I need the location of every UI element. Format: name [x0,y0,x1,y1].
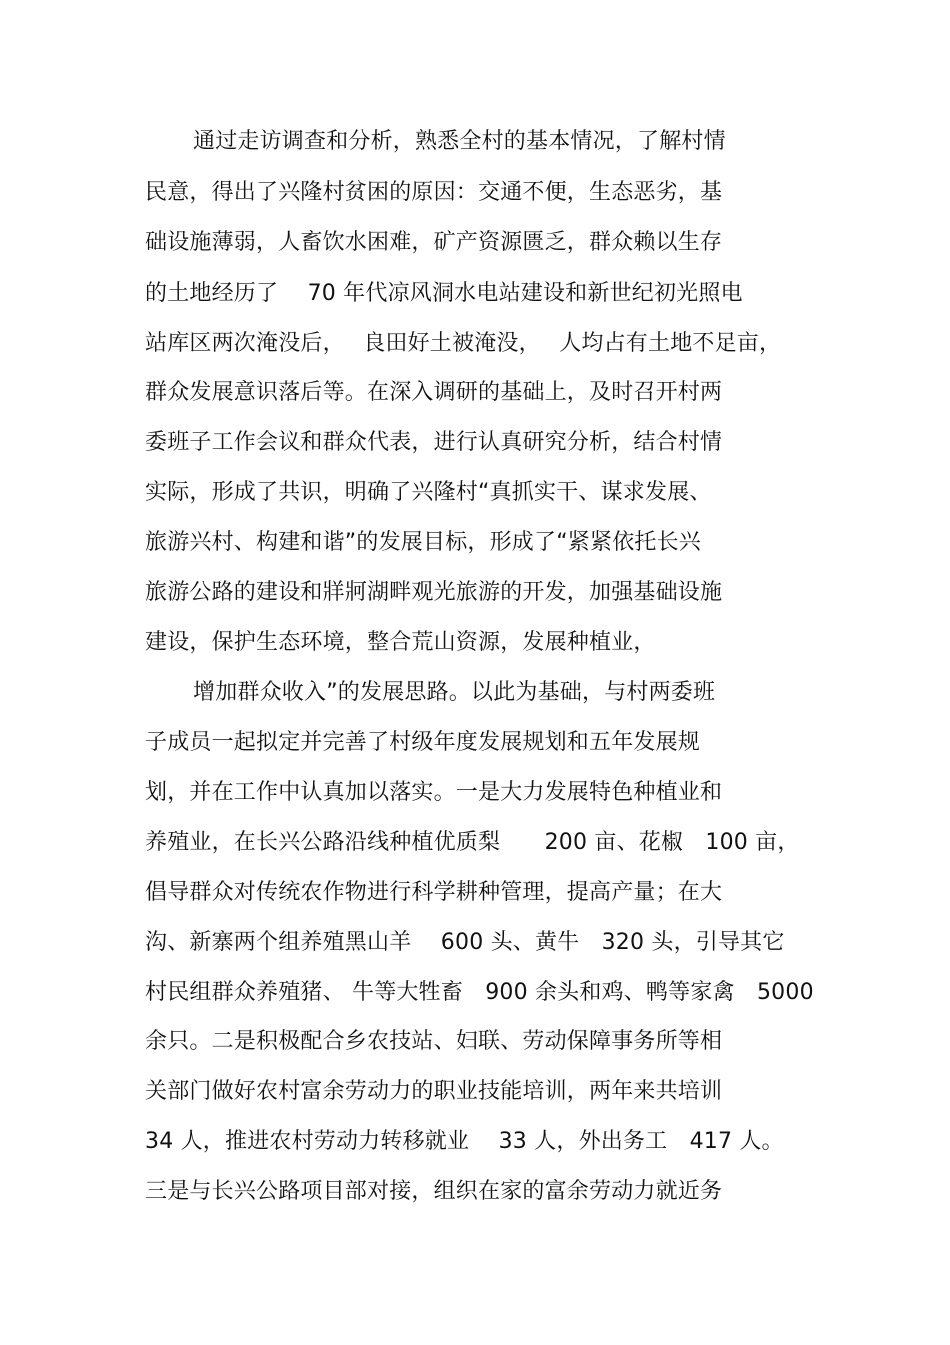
paragraph-line: 旅游兴村、构建和谐”的发展目标，形成了“紧紧依托长兴 [145,530,701,555]
paragraph-line: 三是与长兴公路项目部对接，组织在家的富余劳动力就近务 [145,1179,723,1204]
paragraph-line: 础设施薄弱，人畜饮水困难，矿产资源匮乏，群众赖以生存 [145,230,723,255]
paragraph-line: 旅游公路的建设和牂牁湖畔观光旅游的开发，加强基础设施 [145,580,723,605]
paragraph-line: 通过走访调查和分析，熟悉全村的基本情况，了解村情 [193,129,726,154]
paragraph-line: 站库区两次淹没后， 良田好土被淹没， 人均占有土地不足亩， [145,331,782,356]
paragraph-line: 民意，得出了兴隆村贫困的原因：交通不便，生态恶劣，基 [145,180,723,205]
paragraph-line: 的土地经历了 70 年代凉风洞水电站建设和新世纪初光照电 [145,281,743,306]
paragraph-line: 群众发展意识落后等。在深入调研的基础上，及时召开村两 [145,380,723,405]
paragraph-line: 沟、新寨两个组养殖黑山羊 600 头、黄牛 320 头，引导其它 [145,930,785,955]
paragraph-line: 34 人，推进农村劳动力转移就业 33 人，外出务工 417 人。 [145,1129,784,1154]
paragraph-line: 委班子工作会议和群众代表，进行认真研究分析，结合村情 [145,430,723,455]
paragraph-line: 实际，形成了共识，明确了兴隆村“真抓实干、谋求发展、 [145,480,712,505]
paragraph-line: 建设，保护生态环境，整合荒山资源，发展种植业， [145,630,656,655]
paragraph-line: 养殖业，在长兴公路沿线种植优质梨 200 亩、花椒 100 亩， [145,830,800,855]
paragraph-line: 子成员一起拟定并完善了村级年度发展规划和五年发展规 [145,730,701,755]
paragraph-line: 余只。二是积极配合乡农技站、妇联、劳动保障事务所等相 [145,1029,723,1054]
paragraph-line: 划，并在工作中认真加以落实。一是大力发展特色种植业和 [145,780,723,805]
paragraph-line: 倡导群众对传统农作物进行科学耕种管理，提高产量；在大 [145,880,723,905]
paragraph-line: 增加群众收入”的发展思路。以此为基础，与村两委班 [193,680,716,705]
paragraph-line: 关部门做好农村富余劳动力的职业技能培训，两年来共培训 [145,1079,723,1104]
paragraph-line: 村民组群众养殖猪、 牛等大牲畜 900 余头和鸡、鸭等家禽 5000 [145,980,814,1005]
